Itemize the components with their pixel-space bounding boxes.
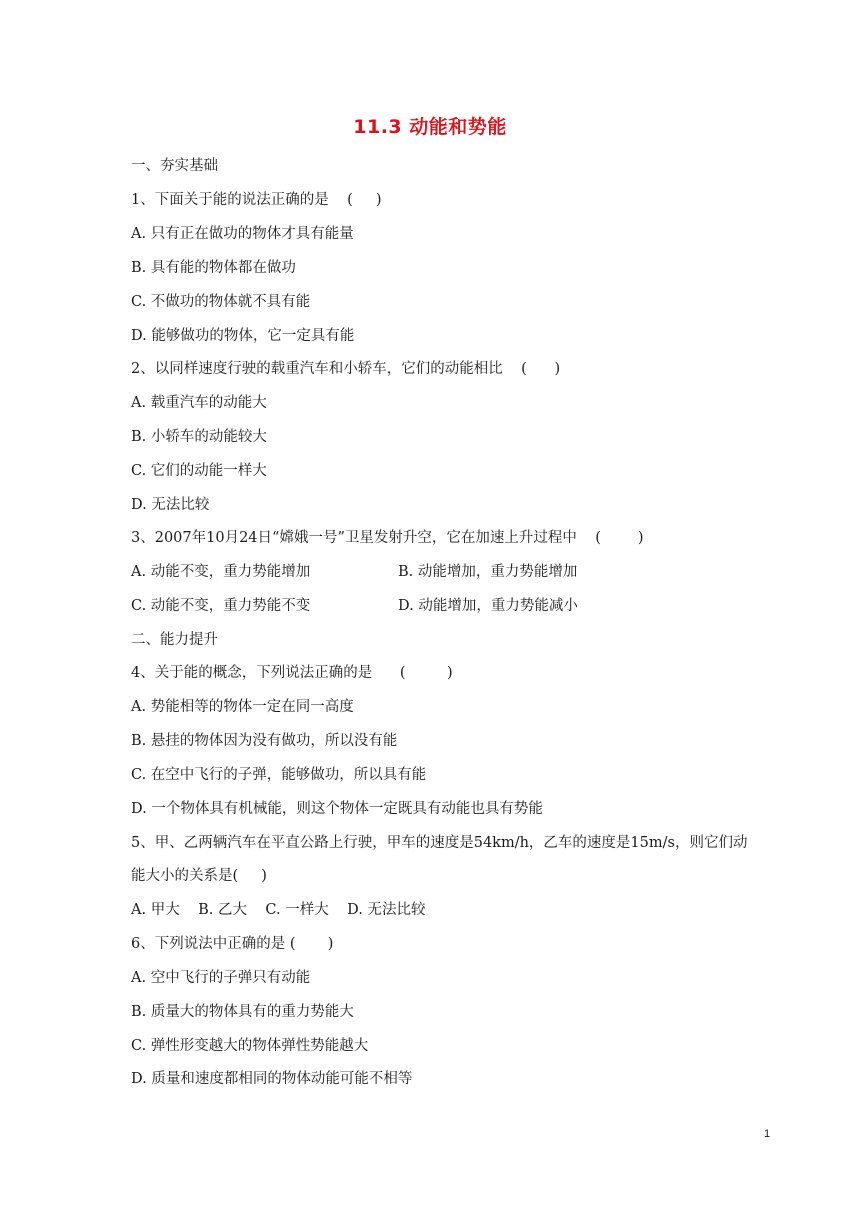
- question-5: 5、甲、乙两辆汽车在平直公路上行驶，甲车的速度是54km/h，乙车的速度是15m/s，则它们动: [131, 835, 748, 851]
- option-text: C. 不做功的物体就不具有能: [131, 294, 311, 310]
- option-text: B. 质量大的物体具有的重力势能大: [131, 1004, 354, 1020]
- option-text: A. 动能不变，重力势能增加: [131, 564, 311, 580]
- option-text: D. 能够做功的物体，它一定具有能: [131, 328, 355, 344]
- option-text: B. 小轿车的动能较大: [131, 429, 267, 445]
- option-text: C. 在空中飞行的子弹，能够做功，所以具有能: [131, 767, 427, 783]
- option-text: B. 悬挂的物体因为没有做功，所以没有能: [131, 733, 398, 749]
- option-text: D. 一个物体具有机械能，则这个物体一定既具有动能也具有势能: [131, 801, 543, 817]
- section-heading: 一、夯实基础: [131, 158, 218, 174]
- page-number: 1: [764, 1128, 771, 1140]
- option-text: D. 无法比较: [131, 497, 210, 513]
- page-title: 11.3 动能和势能: [353, 116, 507, 138]
- question-1: 1、下面关于能的说法正确的是 ( ): [131, 192, 382, 208]
- option-text: D. 动能增加，重力势能减小: [398, 598, 578, 614]
- question-2: 2、以同样速度行驶的载重汽车和小轿车，它们的动能相比 ( ): [131, 361, 561, 377]
- question-5-continued: 能大小的关系是( ): [131, 868, 267, 884]
- section-heading: 二、能力提升: [131, 632, 218, 648]
- option-text: A. 载重汽车的动能大: [131, 395, 267, 411]
- option-text: C. 它们的动能一样大: [131, 463, 267, 479]
- option-text: A. 只有正在做功的物体才具有能量: [131, 226, 354, 242]
- question-6: 6、下列说法中正确的是 ( ): [131, 936, 334, 952]
- option-text: C. 弹性形变越大的物体弹性势能越大: [131, 1038, 369, 1054]
- option-text: D. 质量和速度都相同的物体动能可能不相等: [131, 1071, 413, 1087]
- option-text: B. 具有能的物体都在做功: [131, 260, 296, 276]
- question-3: 3、2007年10月24日“嫦娥一号”卫星发射升空，它在加速上升过程中 ( ): [131, 530, 644, 546]
- option-text: A. 势能相等的物体一定在同一高度: [131, 699, 354, 715]
- option-text: A. 甲大 B. 乙大 C. 一样大 D. 无法比较: [131, 902, 426, 918]
- option-text: B. 动能增加，重力势能增加: [398, 564, 578, 580]
- question-4: 4、关于能的概念，下列说法正确的是 ( ): [131, 665, 453, 681]
- option-text: A. 空中飞行的子弹只有动能: [131, 970, 311, 986]
- option-text: C. 动能不变，重力势能不变: [131, 598, 311, 614]
